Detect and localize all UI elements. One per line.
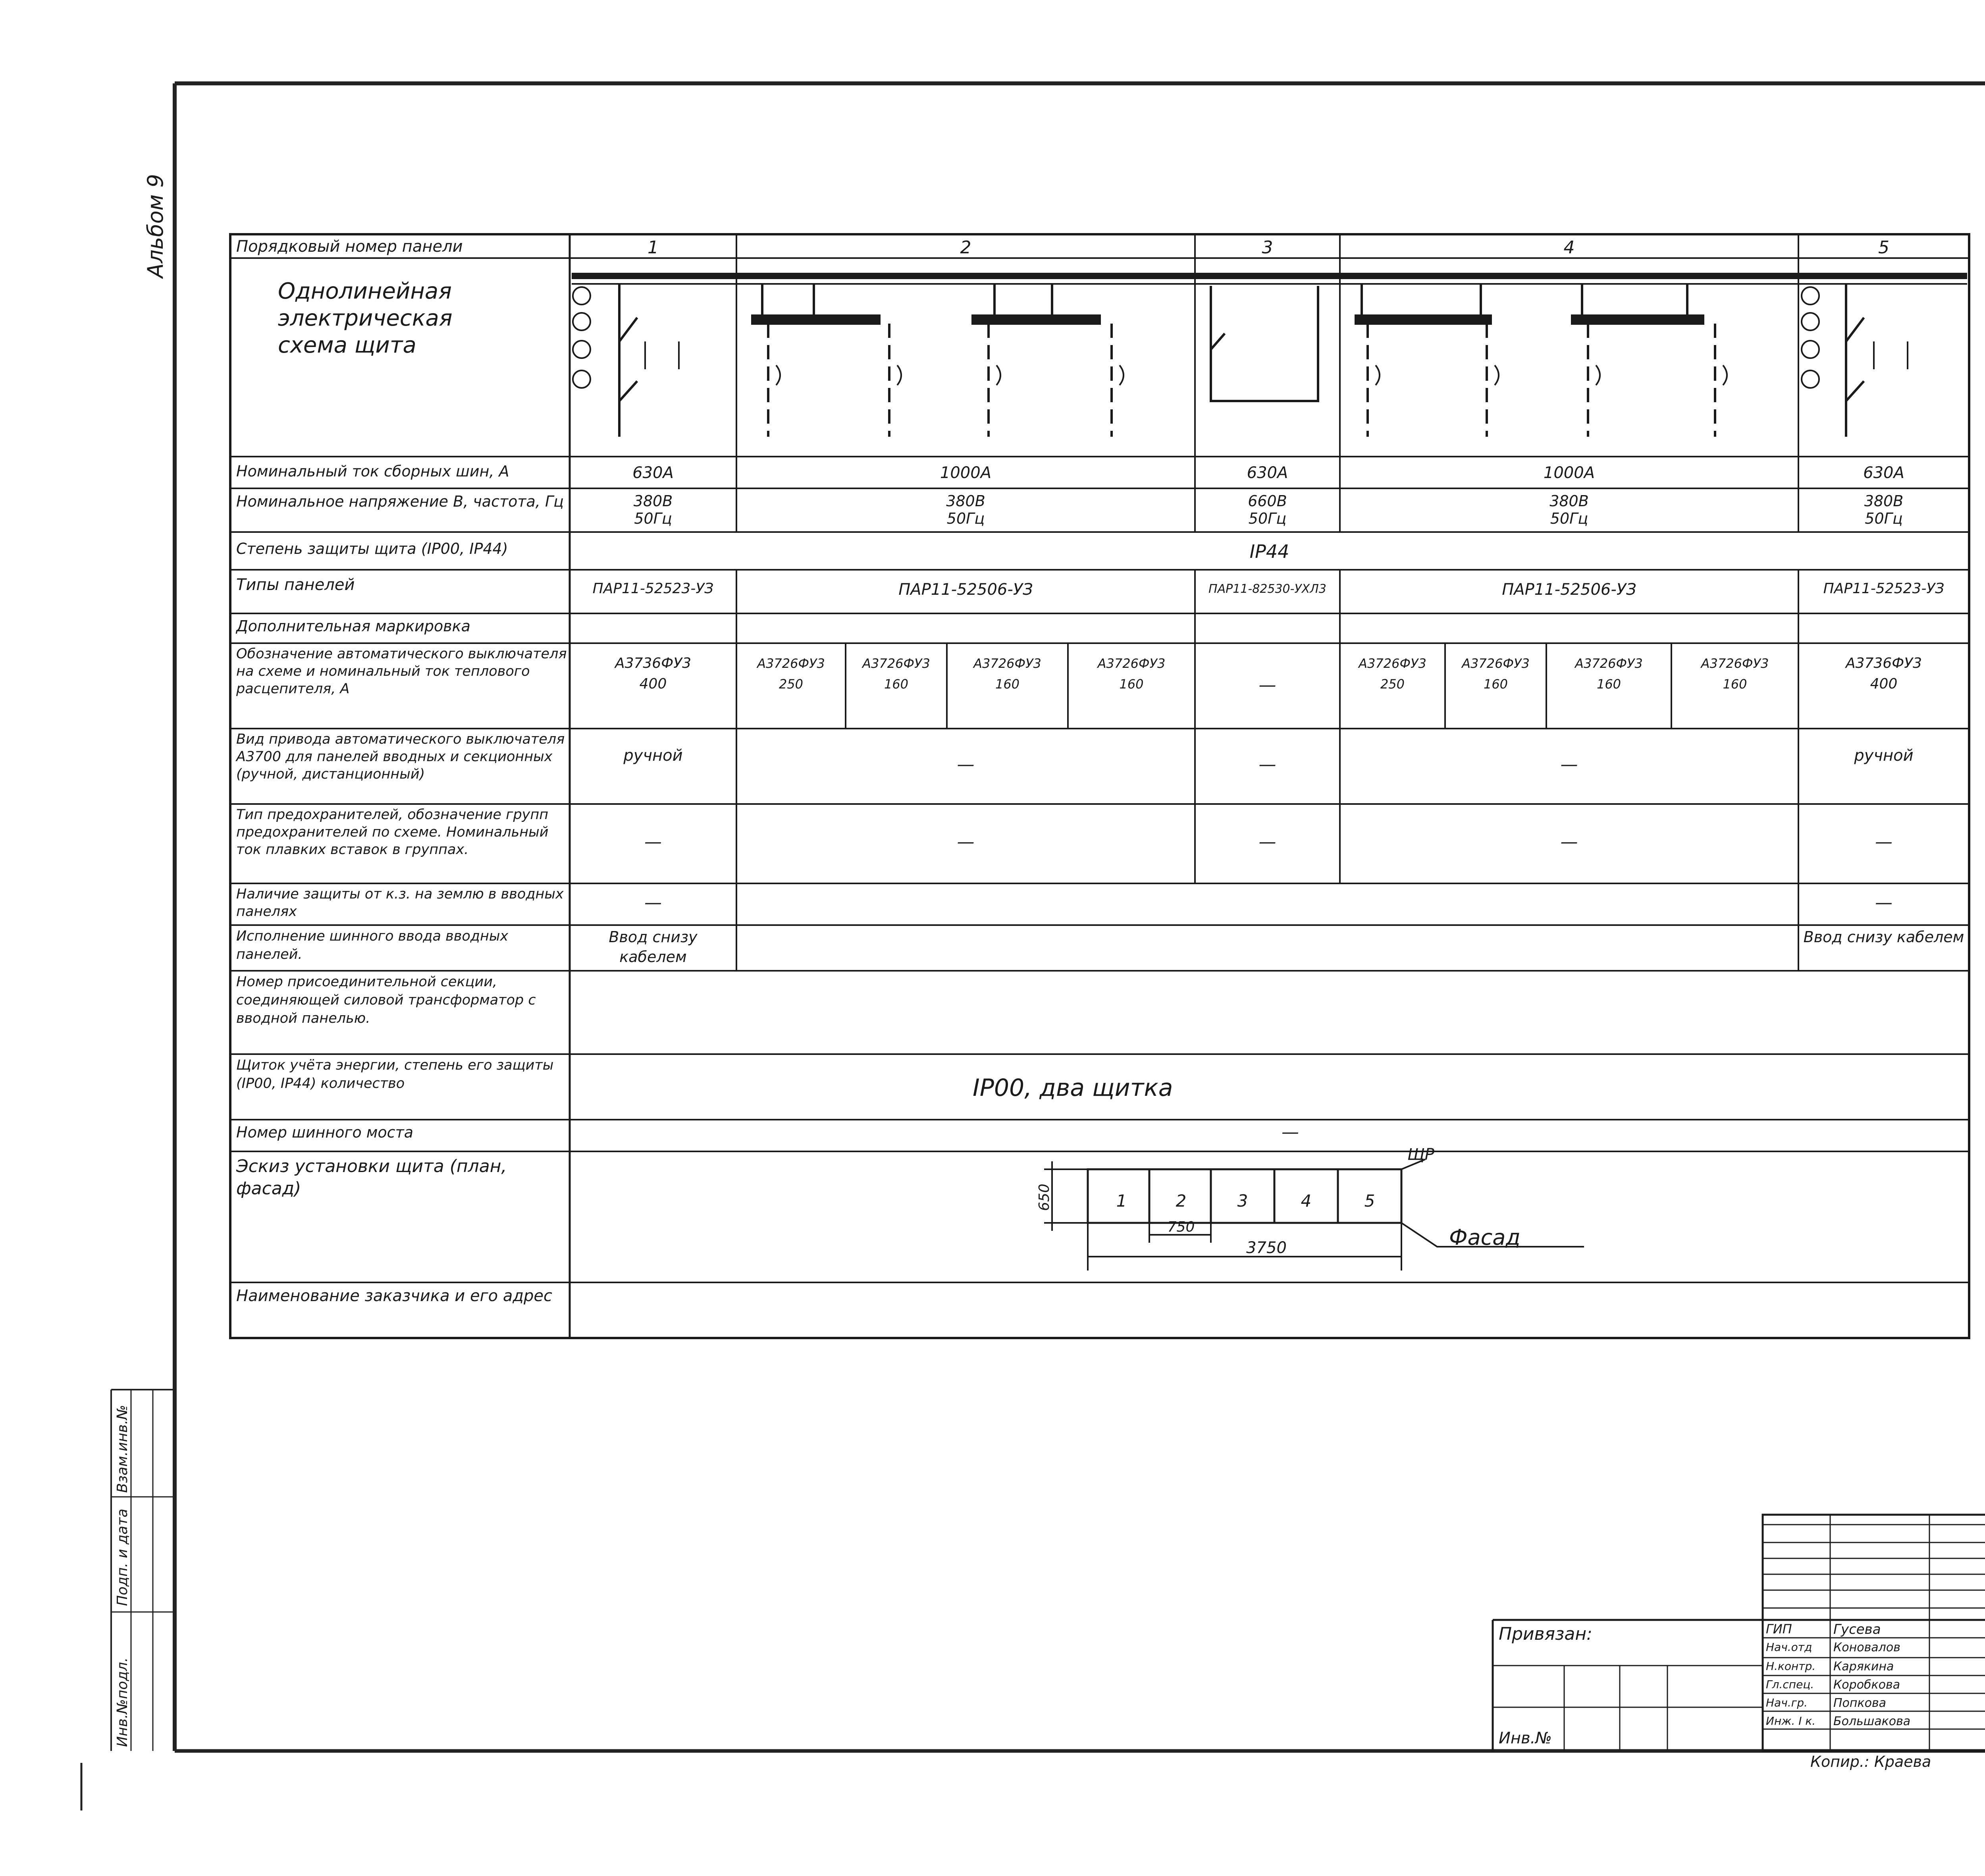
voltage-panel-5: 380В 50Гц [1864,492,1904,527]
current-panel-2: 1000А [940,464,992,482]
album-title: Альбом 9 [143,174,168,278]
bus-input-panel-1: Ввод снизу кабелем [609,928,698,966]
name-0: Гусева [1833,1621,1881,1637]
breaker-panel-5: А3736ФУ3 400 [1845,655,1922,692]
label-customer: Наименование заказчика и его адрес [236,1287,552,1305]
breaker-panel-2-d: А3726ФУ3 160 [1097,656,1166,692]
label-earth-protection: Наличие защиты от к.з. на землю в вводных панелях [236,886,564,920]
role-5: Инж. I к. [1766,1714,1816,1728]
sketch-label-facade: Фасад [1449,1225,1521,1250]
fuse-panel-4: — [1560,832,1578,852]
stamp-replace-label: Взам.инв.№ [114,1405,131,1493]
sketch-cell-4: 4 [1301,1191,1312,1211]
sketch-cell-1: 1 [1116,1191,1127,1211]
sketch-dim-total: 3750 [1246,1239,1287,1257]
label-panel-number: Порядковый номер панели [236,237,463,256]
sketch-dim-depth: 650 [1036,1184,1052,1211]
voltage-panel-3: 660В 50Гц [1248,492,1287,527]
role-3: Гл.спец. [1766,1678,1814,1691]
sketch-cell-3: 3 [1237,1191,1248,1211]
label-connection-section: Номер присоединительной секции, соединяющей силовой трансформатор с вводной панелью. [236,974,536,1026]
label-breaker: Обозначение автоматического выключателя на схеме и номинальный ток теплового расцепителя, А [236,646,567,697]
earth-panel-1: — [644,893,662,913]
voltage-panel-2: 380В 50Гц [946,492,985,527]
sketch-label-shr: ЩР [1407,1145,1434,1164]
stamp-sign-label: Подп. и дата [114,1508,131,1606]
sketch-cell-5: 5 [1364,1191,1375,1211]
breaker-panel-4-d: А3726ФУ3 160 [1701,656,1769,692]
label-fuses: Тип предохранителей, обозначение групп предохранителей по схеме. Номинальный ток плавких вставок в группах. [236,807,549,858]
label-bus-current: Номинальный ток сборных шин, А [236,463,509,480]
name-3: Коробкова [1833,1678,1900,1692]
label-voltage: Номинальное напряжение В, частота, Гц [236,493,564,510]
breaker-panel-2-c: А3726ФУ3 160 [973,656,1041,692]
panel-type-2: ПАР11-52506-УЗ [898,580,1033,599]
label-sketch: Эскиз установки щита (план, фасад) [236,1156,507,1199]
role-2: Н.контр. [1766,1660,1816,1673]
breaker-panel-2-b: А3726ФУ3 160 [862,656,930,692]
name-5: Большакова [1833,1714,1911,1728]
label-bus-bridge: Номер шинного моста [236,1124,413,1141]
panel-type-5: ПАР11-52523-УЗ [1823,580,1945,597]
metering-value: IP00, два щитка [973,1074,1173,1102]
role-4: Нач.гр. [1766,1696,1808,1709]
sketch-cell-2: 2 [1176,1191,1187,1211]
name-2: Карякина [1833,1660,1894,1674]
copied-by: Копир.: Краева [1810,1753,1931,1770]
protection-degree: IP44 [1249,541,1289,562]
label-bus-input: Исполнение шинного ввода вводных панелей. [236,928,509,962]
drive-panel-5: ручной [1854,746,1914,765]
current-panel-1: 630А [632,464,674,482]
fuse-panel-2: — [957,832,975,852]
breaker-panel-4-c: А3726ФУ3 160 [1575,656,1643,692]
panel-type-1: ПАР11-52523-УЗ [592,580,714,597]
voltage-panel-4: 380В 50Гц [1549,492,1589,527]
panel-number-2: 2 [960,237,971,258]
drive-panel-3: — [1258,754,1276,775]
current-panel-4: 1000А [1543,464,1595,482]
name-1: Коновалов [1833,1641,1900,1654]
drive-panel-4: — [1560,754,1578,775]
stamp-inv-label: Инв.№подл. [114,1657,131,1747]
label-drive: Вид привода автоматического выключателя А3700 для панелей вводных и секционных (ручной, дистанционный) [236,731,565,782]
panel-number-1: 1 [648,237,659,258]
role-0: ГИП [1766,1621,1792,1637]
privyazan-label: Привязан: [1499,1624,1592,1644]
sketch-dim-width: 750 [1167,1219,1195,1235]
panel-number-5: 5 [1878,237,1889,258]
bus-input-panel-5: Ввод снизу кабелем [1803,928,1964,946]
name-4: Попкова [1833,1696,1887,1710]
drive-panel-1: ручной [623,746,683,765]
role-1: Нач.отд [1766,1641,1812,1654]
breaker-panel-2-a: А3726ФУ3 250 [757,656,825,692]
label-panel-types: Типы панелей [236,576,355,594]
breaker-panel-3: — [1258,675,1276,695]
panel-number-4: 4 [1563,237,1575,258]
breaker-panel-1: А3736ФУ3 400 [615,655,692,692]
panel-type-4: ПАР11-52506-УЗ [1502,580,1636,599]
inventory-label: Инв.№ [1499,1729,1552,1747]
panel-type-3: ПАР11-82530-УХЛ3 [1208,582,1326,596]
fuse-panel-1: — [644,832,662,852]
fuse-panel-3: — [1258,832,1276,852]
drive-panel-2: — [957,754,975,775]
current-panel-3: 630А [1247,464,1288,482]
fuse-panel-5: — [1875,832,1892,852]
label-extra-marking: Дополнительная маркировка [236,617,470,635]
breaker-panel-4-b: А3726ФУ3 160 [1462,656,1530,692]
bus-bridge-value: — [1282,1122,1299,1142]
label-protection: Степень защиты щита (IP00, IP44) [236,540,508,557]
label-single-line-diagram: Однолинейная электрическая схема щита [278,278,453,358]
current-panel-5: 630А [1863,464,1904,482]
label-metering: Щиток учёта энергии, степень его защиты (IP00, IP44) количество [236,1057,554,1091]
voltage-panel-1: 380В 50Гц [633,492,673,527]
panel-number-3: 3 [1262,237,1273,258]
earth-panel-5: — [1875,893,1892,913]
breaker-panel-4-a: А3726ФУ3 250 [1359,656,1426,692]
